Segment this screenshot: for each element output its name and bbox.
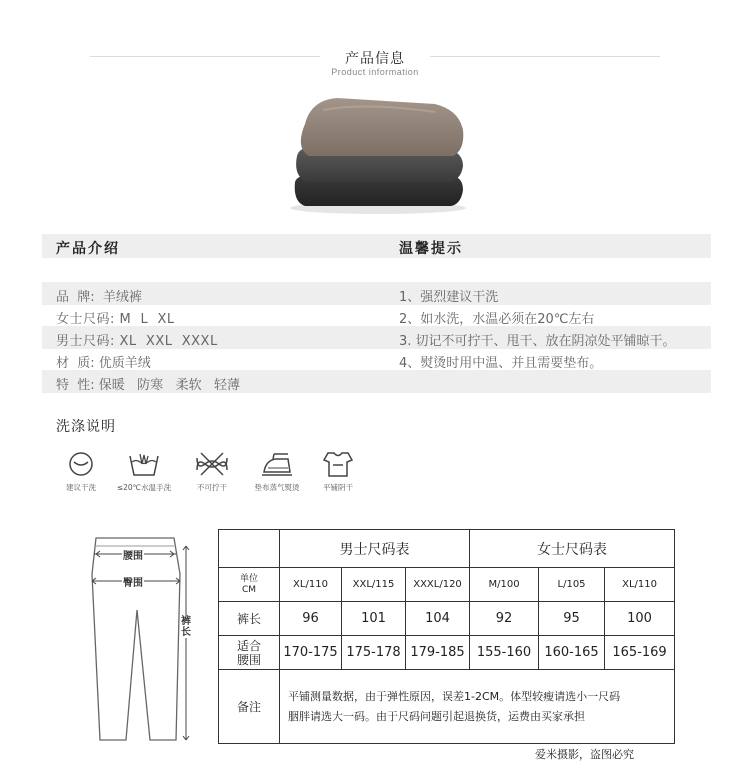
care-hand-wash (113, 450, 175, 493)
waist-women-l: 160-165 (539, 636, 605, 670)
care-no-wring (181, 450, 243, 493)
size-men-xl: XL/110 (280, 568, 342, 602)
photo-credit: 爱米摄影，盗图必究 (535, 748, 634, 761)
size-table (218, 529, 675, 744)
dry-clean-icon (66, 450, 96, 478)
no-wring-icon (193, 450, 231, 478)
intro-brand: 品 牌: 羊绒裤 (56, 290, 142, 305)
length-men-xl: 96 (280, 602, 342, 636)
intro-heading: 产品介绍 (56, 241, 120, 257)
unit-cell (219, 568, 280, 602)
section-subtitle: Product information (331, 67, 419, 77)
care-label-dry-clean: 建议干洗 (66, 483, 96, 492)
washing-title: 洗涤说明 (56, 419, 116, 435)
hand-wash-icon (127, 450, 161, 478)
note-line-2: 胭胖请选大一码。由于尺码问题引起退换货，运费由买家承担 (288, 709, 585, 723)
info-row-bg-1 (42, 282, 711, 305)
care-label-dry-flat: 平铺阴干 (323, 483, 353, 492)
tip-4: 4、熨烫时用中温、并且需要垫布。 (399, 356, 603, 371)
hip-label: 臀围 (122, 574, 144, 589)
product-photo (285, 90, 470, 215)
size-women-l: L/105 (539, 568, 605, 602)
section-title: 产品信息 (345, 51, 405, 67)
size-women-m: M/100 (470, 568, 539, 602)
waist-women-m: 155-160 (470, 636, 539, 670)
waist-men-xxl: 175-178 (342, 636, 406, 670)
note-line-1: 平铺测量数据，由于弹性原因，误差1-2CM。体型较瘦请选小一尺码 (288, 689, 621, 703)
unit-cm: CM (241, 584, 257, 595)
pants-measure-diagram (82, 530, 202, 745)
row-label-note: 备注 (219, 670, 280, 744)
intro-material: 材 质: 优质羊绒 (56, 356, 151, 371)
row-label-length: 裤长 (219, 602, 280, 636)
intro-men-sizes: 男士尺码: XL XXL XXXL (56, 334, 218, 349)
tips-heading: 温馨提示 (399, 241, 463, 257)
note-cell (280, 670, 675, 744)
care-iron (246, 450, 308, 493)
care-label-hand-wash: ≤20℃水温手洗 (116, 483, 172, 492)
tip-3: 3. 切记不可拧干、甩干、放在阴凉处平铺晾干。 (399, 334, 676, 349)
intro-features: 特 性: 保暖 防寒 柔软 轻薄 (56, 378, 240, 393)
length-men-xxxl: 104 (406, 602, 470, 636)
waist-men-xl: 170-175 (280, 636, 342, 670)
waist-men-xxxl: 179-185 (406, 636, 470, 670)
length-men-xxl: 101 (342, 602, 406, 636)
size-men-xxl: XXL/115 (342, 568, 406, 602)
length-label: 裤长 (181, 616, 191, 638)
size-women-xl: XL/110 (605, 568, 675, 602)
waist-cell (219, 636, 280, 670)
care-dry-clean (50, 450, 112, 493)
women-size-title: 女士尺码表 (470, 530, 675, 568)
men-size-title: 男士尺码表 (280, 530, 470, 568)
dry-flat-icon (322, 450, 354, 478)
care-label-no-wring: 不可拧干 (197, 483, 227, 492)
care-dry-flat (307, 450, 369, 493)
length-women-l: 95 (539, 602, 605, 636)
care-label-iron: 垫布蒸气熨烫 (254, 483, 300, 492)
intro-women-sizes: 女士尺码: M L XL (56, 312, 175, 327)
waist-label: 腰围 (122, 547, 144, 562)
info-header-bar (42, 234, 711, 258)
length-women-m: 92 (470, 602, 539, 636)
iron-icon (260, 450, 294, 478)
tip-1: 1、强烈建议干洗 (399, 290, 499, 305)
unit-label: 单位 (239, 573, 258, 584)
waist-women-xl: 165-169 (605, 636, 675, 670)
row-label-waist-2: 腰围 (236, 652, 261, 667)
tip-2: 2、如水洗，水温必须在20℃左右 (399, 312, 595, 327)
length-women-xl: 100 (605, 602, 675, 636)
row-label-waist-1: 适合 (236, 638, 261, 653)
size-men-xxxl: XXXL/120 (406, 568, 470, 602)
